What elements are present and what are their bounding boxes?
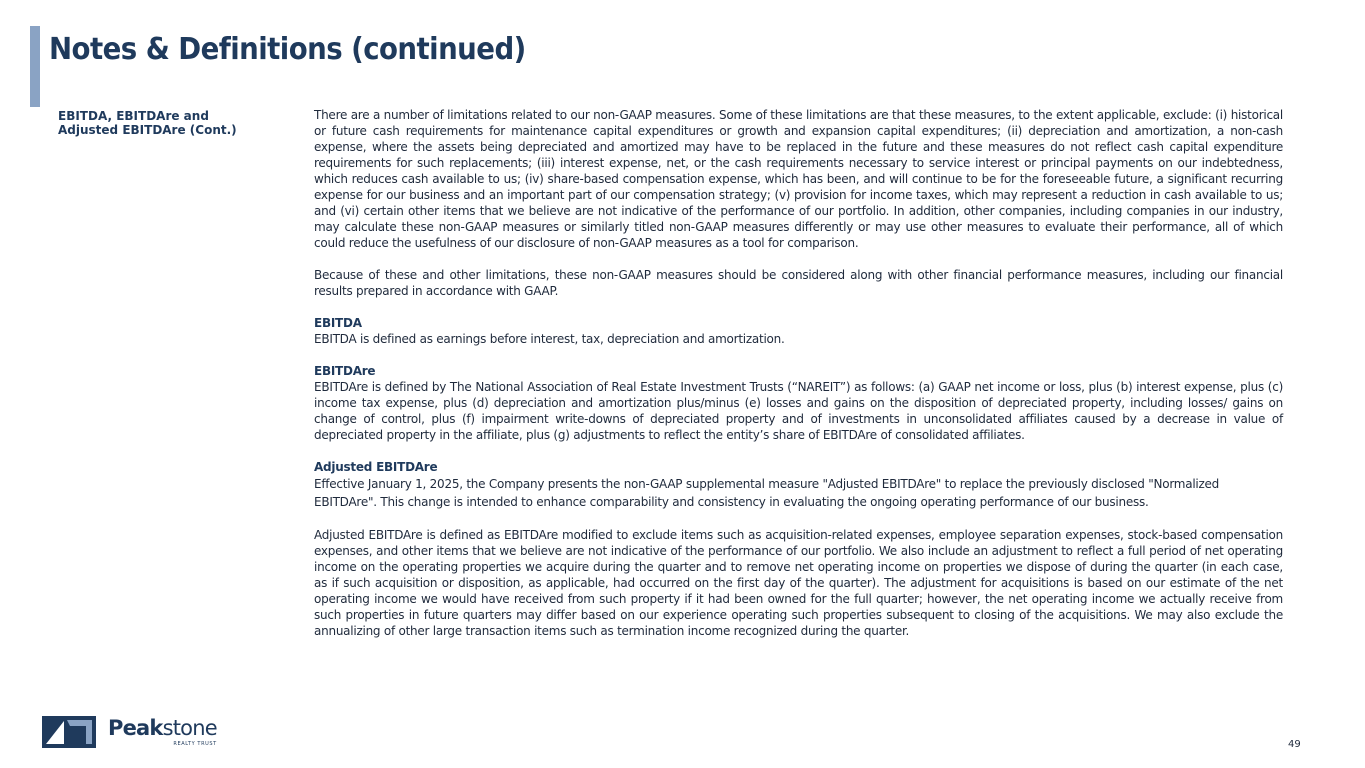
peak-logo-icon: [42, 716, 96, 748]
page-number: 49: [1288, 739, 1301, 750]
logo-name-bold: Peak: [108, 716, 163, 740]
consideration-paragraph: Because of these and other limitations, these non-GAAP measures should be considered along with other financial performance measures, including our financial results prepared in accordance with GAAP.: [314, 268, 1283, 298]
logo-name: [108, 716, 217, 740]
ebitdare-definition: EBITDAre is defined by The National Association of Real Estate Investment Trusts (“NAREIT”) as follows: (a) GAAP net income or loss, plus (b) interest expense, plus (c) income tax expense, plus (d) depreciation and amortization plus/minus (e) losses and gains on the disposition of depreciated property, including losses/ gains on change of control, plus (f) impairment write-downs of depreciated property and of investments in unconsolidated affiliates caused by a decrease in value of depreciated property in the affiliate, plus (g) adjustments to reflect the entity’s share of EBITDAre of consolidated affiliates.: [314, 380, 1283, 442]
logo-tagline: REALTY TRUST: [173, 741, 217, 747]
ebitda-definition: EBITDA is defined as earnings before interest, tax, depreciation and amortization.: [314, 332, 785, 346]
notes-body: [314, 107, 1283, 639]
adjusted-ebitdare-definition: Adjusted EBITDAre is defined as EBITDAre modified to exclude items such as acquisition-related expenses, employee separation expenses, stock-based compensation expenses, and other items that we believe are not indicative of the performance of our portfolio. We also include an adjustment to reflect a full period of net operating income on the operating properties we acquire during the quarter and to remove net operating income on properties we dispose of during the quarter (in each case, as if such acquisition or disposition, as applicable, had occurred on the first day of the quarter). The adjustment for acquisitions is based on our estimate of the net operating income we would have received from such property if it had been owned for the full quarter; however, the net operating income we actually receive from such properties in future quarters may differ based on our experience operating such properties subsequent to closing of the acquisitions. We may also exclude the annualizing of other large transaction items such as termination income recognized during the quarter.: [314, 528, 1283, 638]
page-title: Notes & Definitions (continued): [49, 32, 526, 67]
section-label: EBITDA, EBITDAre and Adjusted EBITDAre (Cont.): [58, 109, 237, 137]
adjusted-ebitdare-heading: Adjusted EBITDAre: [314, 460, 438, 474]
ebitdare-heading: EBITDAre: [314, 364, 376, 378]
title-accent-bar: [30, 26, 40, 107]
limitations-paragraph: There are a number of limitations related to our non-GAAP measures. Some of these limitations are that these measures, to the extent applicable, exclude: (i) historical or future cash requirements for maintenance capital expenditures or growth and expansion capital expenditures; (ii) depreciation and amortization, a non-cash expense, where the assets being depreciated and amortized may have to be replaced in the future and these measures do not reflect cash capital expenditure requirements for such replacements; (iii) interest expense, net, or the cash requirements necessary to service interest or principal payments on our indebtedness, which reduces cash available to us; (iv) share-based compensation expense, which has been, and will continue to be for the foreseeable future, a significant recurring expense for our business and an important part of our compensation strategy; (v) provision for income taxes, which may represent a reduction in cash available to us; and (vi) certain other items that we believe are not indicative of the performance of our portfolio. In addition, other companies, including companies in our industry, may calculate these non-GAAP measures or similarly titled non-GAAP measures differently or may use other measures to evaluate their performance, all of which could reduce the usefulness of our disclosure of non-GAAP measures as a tool for comparison.: [314, 108, 1283, 250]
logo-wordmark: [108, 716, 217, 748]
logo-name-light: stone: [162, 716, 217, 740]
company-logo: [42, 716, 217, 748]
ebitda-heading: EBITDA: [314, 316, 362, 330]
adjusted-ebitdare-intro: Effective January 1, 2025, the Company presents the non-GAAP supplemental measure "Adjusted EBITDAre" to replace the previously disclosed "Normalized EBITDAre". This change is intended to enhance comparability and consistency in evaluating the ongoing operating performance of our business.: [314, 477, 1220, 509]
